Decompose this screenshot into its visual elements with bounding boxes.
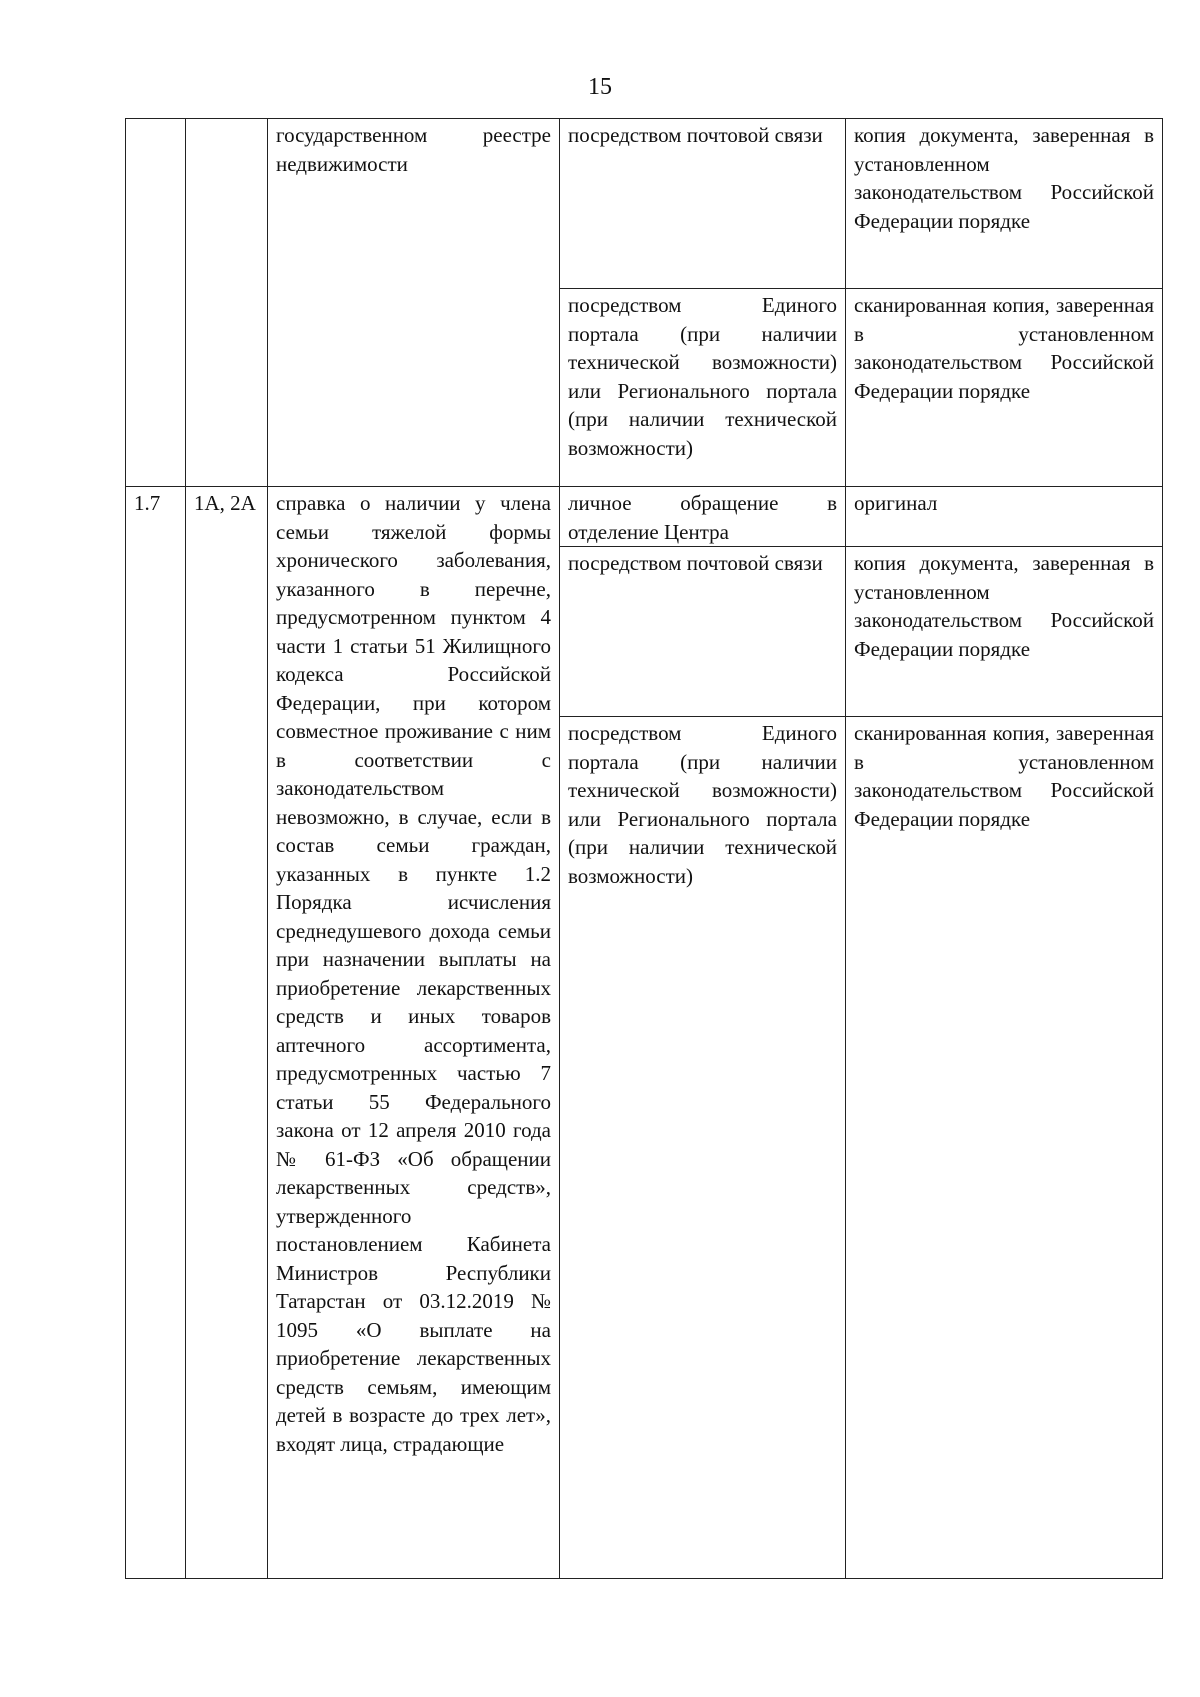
- row-code: 1А, 2А: [186, 487, 268, 1579]
- document-name: справка о наличии у члена семьи тяжелой формы хронического заболевания, указанного в перечне, предусмотренном пунктом 4 части 1 статьи 51 Жилищного кодекса Российской Федерации, при котором совместное проживание с ним в соответствии с законодательством невозможно, в случае, если в состав семьи граждан, указанных в пункте 1.2 Порядка исчисления среднедушевого дохода семьи при назначении выплаты на приобретение лекарственных средств и иных товаров аптечного ассортимента, предусмотренных частью 7 статьи 55 Федерального закона от 12 апреля 2010 года № 61-ФЗ «Об обращении лекарственных средств», утвержденного постановлением Кабинета Министров Республики Татарстан от 03.12.2019 № 1095 «О выплате на приобретение лекарственных средств семьям, имеющим детей в возрасте до трех лет», входят лица, страдающие: [268, 487, 560, 1579]
- row-number: [126, 119, 186, 487]
- submission-method: посредством почтовой связи: [560, 547, 846, 717]
- table-row: [126, 487, 1163, 547]
- submission-method: посредством Единого портала (при наличии технической возможности) или Регионального портала (при наличии технической возможности): [560, 717, 846, 1579]
- submission-method: посредством почтовой связи: [560, 119, 846, 289]
- submission-method: посредством Единого портала (при наличии технической возможности) или Регионального портала (при наличии технической возможности): [560, 289, 846, 487]
- document-form: сканированная копия, заверенная в установленном законодательством Российской Федерации порядке: [846, 717, 1163, 1579]
- row-code: [186, 119, 268, 487]
- document-form: копия документа, заверенная в установленном законодательством Российской Федерации порядке: [846, 119, 1163, 289]
- table-row: [126, 119, 1163, 289]
- document-form: сканированная копия, заверенная в установленном законодательством Российской Федерации порядке: [846, 289, 1163, 487]
- document-name: государственном реестре недвижимости: [268, 119, 560, 487]
- page-number: 15: [588, 74, 612, 100]
- document-form: оригинал: [846, 487, 1163, 547]
- documents-table: [125, 118, 1163, 1579]
- submission-method: личное обращение в отделение Центра: [560, 487, 846, 547]
- document-form: копия документа, заверенная в установленном законодательством Российской Федерации порядке: [846, 547, 1163, 717]
- row-number: 1.7: [126, 487, 186, 1579]
